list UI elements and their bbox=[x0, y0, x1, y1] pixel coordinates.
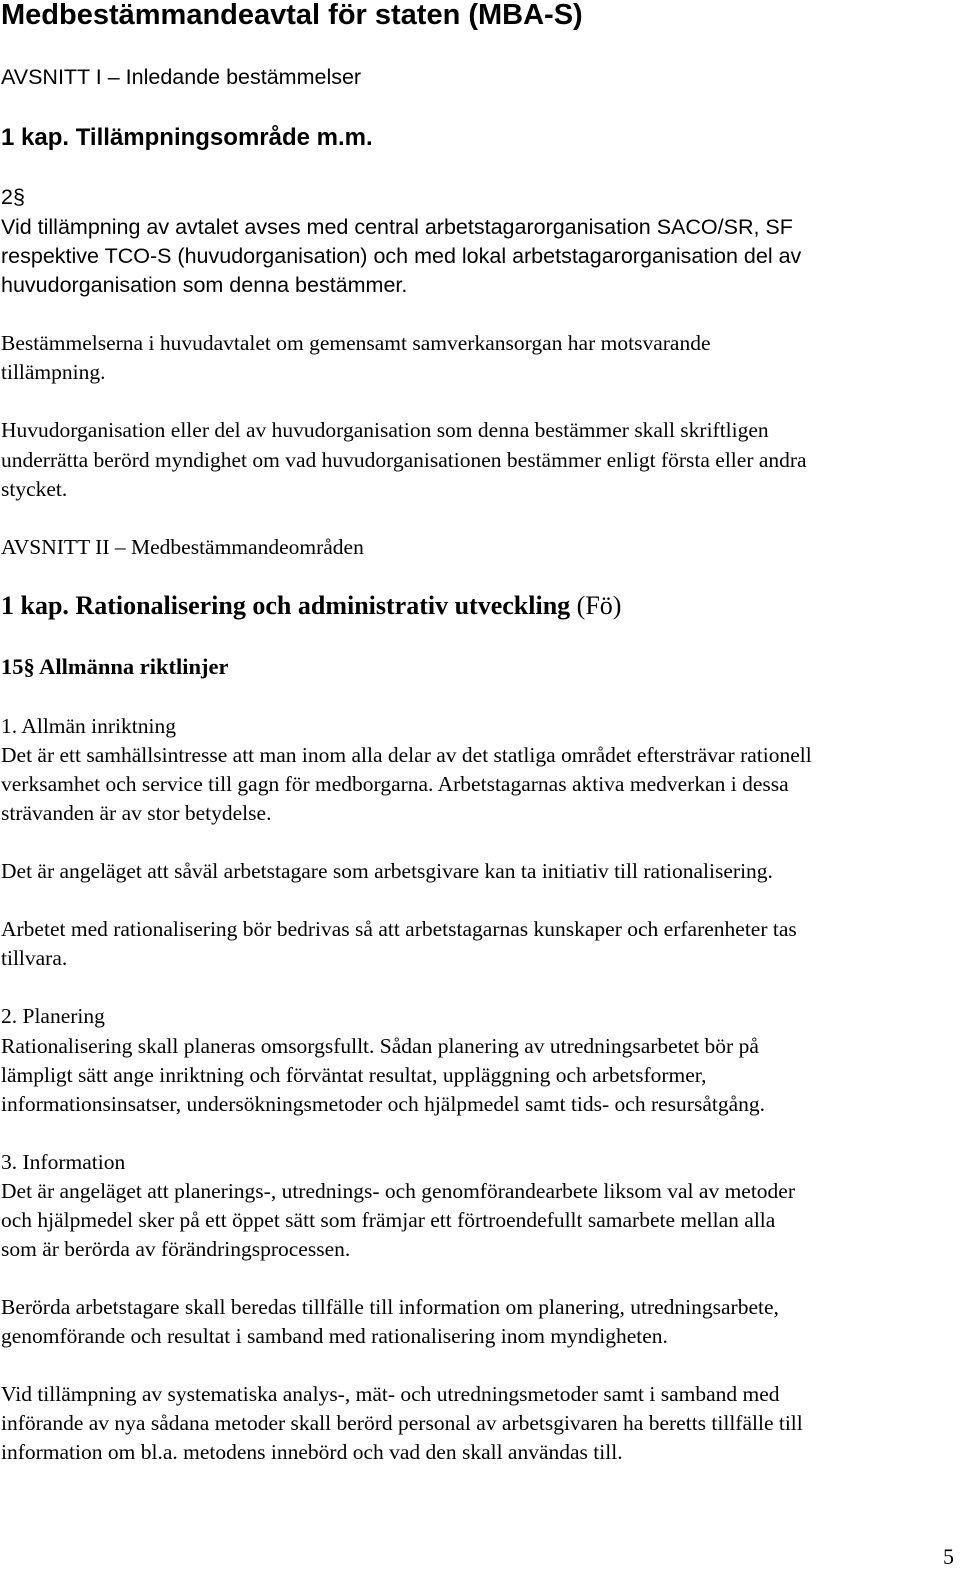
chapter-heading-suffix: (Fö) bbox=[570, 591, 622, 620]
paragraph-line: Det är angeläget att såväl arbetstagare som arbetsgivare kan ta initiativ till rationalisering. bbox=[1, 859, 773, 883]
paragraph-line: Bestämmelserna i huvudavtalet om gemensamt samverkansorgan har motsvarande bbox=[1, 331, 711, 355]
section-heading-avsnitt-1: AVSNITT I – Inledande bestämmelser bbox=[1, 65, 362, 89]
paragraph-line: tillvara. bbox=[1, 946, 68, 970]
paragraph-line: Det är ett samhällsintresse att man inom alla delar av det statliga området eftersträvar rationell bbox=[1, 743, 812, 767]
paragraph-line: information om bl.a. metodens innebörd och vad den skall användas till. bbox=[1, 1440, 623, 1464]
paragraph-line: Huvudorganisation eller del av huvudorganisation som denna bestämmer skall skriftligen bbox=[1, 418, 769, 442]
paragraph-marker-2: 2§ bbox=[1, 185, 25, 209]
paragraph-line: strävanden är av stor betydelse. bbox=[1, 801, 272, 825]
paragraph-line: tillämpning. bbox=[1, 360, 106, 384]
section-heading-15: 15§ Allmänna riktlinjer bbox=[1, 654, 229, 679]
paragraph-line: Rationalisering skall planeras omsorgsfullt. Sådan planering av utredningsarbetet bör på bbox=[1, 1034, 759, 1058]
item-heading-1: 1. Allmän inriktning bbox=[1, 714, 176, 738]
paragraph-line: som är berörda av förändringsprocessen. bbox=[1, 1237, 351, 1261]
section-heading-avsnitt-2: AVSNITT II – Medbestämmandeområden bbox=[1, 535, 364, 559]
paragraph-line: huvudorganisation som denna bestämmer. bbox=[1, 273, 408, 297]
item-heading-2: 2. Planering bbox=[1, 1004, 105, 1028]
chapter-heading-tillampningsomrade: 1 kap. Tillämpningsområde m.m. bbox=[1, 124, 373, 151]
paragraph-line: Vid tillämpning av systematiska analys-, mät- och utredningsmetoder samt i samband med bbox=[1, 1382, 780, 1406]
paragraph-line: Det är angeläget att planerings-, utrednings- och genomförandearbete liksom val av metoder bbox=[1, 1179, 796, 1203]
paragraph-line: Vid tillämpning av avtalet avses med central arbetstagarorganisation SACO/SR, SF bbox=[1, 215, 793, 239]
paragraph-line: stycket. bbox=[1, 477, 68, 501]
paragraph-line: och hjälpmedel sker på ett öppet sätt som främjar ett förtroendefullt samarbete mellan alla bbox=[1, 1208, 776, 1232]
document-title: Medbestämmandeavtal för staten (MBA-S) bbox=[1, 0, 583, 31]
paragraph-line: genomförande och resultat i samband med rationalisering inom myndigheten. bbox=[1, 1324, 668, 1348]
paragraph-line: Berörda arbetstagare skall beredas tillfälle till information om planering, utredningsarbete, bbox=[1, 1295, 779, 1319]
item-heading-3: 3. Information bbox=[1, 1150, 126, 1174]
paragraph-line: respektive TCO-S (huvudorganisation) och med lokal arbetstagarorganisation del av bbox=[1, 244, 802, 268]
chapter-heading-rationalisering bbox=[1, 591, 621, 621]
paragraph-line: verksamhet och service till gagn för medborgarna. Arbetstagarnas aktiva medverkan i dessa bbox=[1, 772, 789, 796]
chapter-heading-bold: 1 kap. Rationalisering och administrativ utveckling bbox=[1, 591, 571, 620]
page-number: 5 bbox=[943, 1544, 954, 1569]
paragraph-line: lämpligt sätt ange inriktning och förväntat resultat, uppläggning och arbetsformer, bbox=[1, 1063, 707, 1087]
paragraph-line: underrätta berörd myndighet om vad huvudorganisationen bestämmer enligt första eller andra bbox=[1, 448, 807, 472]
paragraph-line: Arbetet med rationalisering bör bedrivas så att arbetstagarnas kunskaper och erfarenheter tas bbox=[1, 917, 797, 941]
paragraph-line: införande av nya sådana metoder skall berörd personal av arbetsgivaren ha beretts tillfälle till bbox=[1, 1411, 803, 1435]
paragraph-line: informationsinsatser, undersökningsmetoder och hjälpmedel samt tids- och resursåtgång. bbox=[1, 1092, 766, 1116]
